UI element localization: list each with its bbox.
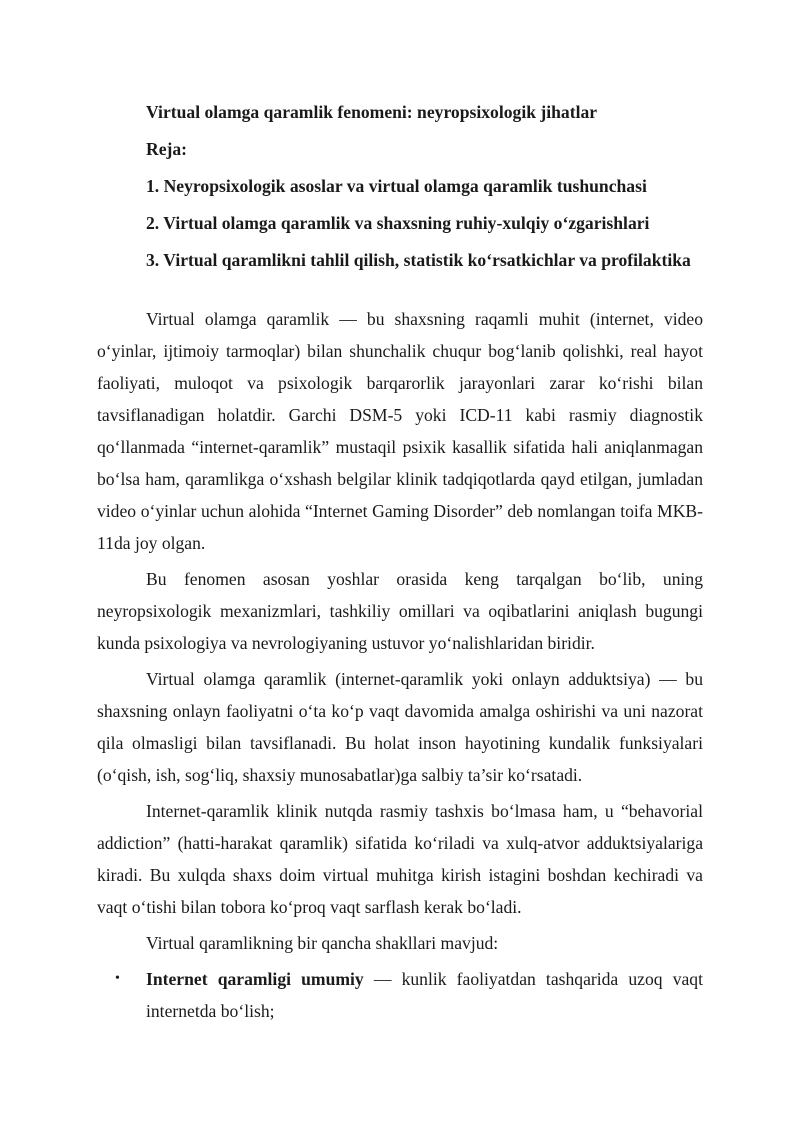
body-paragraph-2: Bu fenomen asosan yoshlar orasida keng tarqalgan bo‘lib, uning neyropsixologik mexanizmlari, tashkiliy omillari va oqibatlarini aniqlash bugungi kunda psixologiya va nevrologiyaning ustuvor yo‘nalishlaridan biridir.: [97, 569, 703, 653]
document-title: Virtual olamga qaramlik fenomeni: neyropsixologik jihatlar: [146, 102, 598, 122]
section-spacer: [97, 281, 703, 303]
body-paragraph-4: Internet-qaramlik klinik nutqda rasmiy tashxis bo‘lmasa ham, u “behavorial addiction” (hatti-harakat qaramlik) sifatida ko‘riladi va xulq-atvor adduktsiyalariga kiradi. Bu xulqda shaxs doim virtual muhitga kirish istagini boshdan kechiradi va vaqt o‘tishi bilan tobora ko‘proq vaqt sarflash kerak bo‘ladi.: [97, 801, 703, 917]
plan-item-3: 3. Virtual qaramlikni tahlil qilish, statistik ko‘rsatkichlar va profilaktika: [146, 250, 691, 270]
plan-item-2: 2. Virtual olamga qaramlik va shaxsning ruhiy-xulqiy o‘zgarishlari: [146, 213, 650, 233]
plan-item-1: 1. Neyropsixologik asoslar va virtual olamga qaramlik tushunchasi: [146, 176, 647, 196]
body-paragraph-1: Virtual olamga qaramlik — bu shaxsning raqamli muhit (internet, video o‘yinlar, ijtimoiy tarmoqlar) bilan shunchalik chuqur bog‘lanib qolishki, real hayot faoliyati, muloqot va psixologik barqarorlik jarayonlari zarar ko‘rishi bilan tavsiflanadigan holatdir. Garchi DSM-5 yoki ICD-11 kabi rasmiy diagnostik qo‘llanmada “internet-qaramlik” mustaqil psixik kasallik sifatida hali aniqlanmagan bo‘lsa ham, qaramlikga o‘xshash belgilar klinik tadqiqotlarda qayd etilgan, jumladan video o‘yinlar uchun alohida “Internet Gaming Disorder” deb nomlangan toifa MKB-11da joy olgan.: [97, 309, 703, 553]
list-item-term: Internet qaramligi umumiy: [146, 969, 364, 989]
bullet-icon: •: [115, 971, 120, 986]
forms-list: [97, 963, 703, 1027]
body-paragraph-5: Virtual qaramlikning bir qancha shakllari mavjud:: [146, 933, 499, 953]
body-paragraph-3: Virtual olamga qaramlik (internet-qaramlik yoki onlayn adduktsiya) — bu shaxsning onlayn faoliyatni o‘ta ko‘p vaqt davomida amalga oshirishi va uni nazorat qila olmasligi bilan tavsiflanadi. Bu holat inson hayotining kundalik funksiyalari (o‘qish, ish, sog‘liq, shaxsiy munosabatlar)ga salbiy ta’sir ko‘rsatadi.: [97, 669, 703, 785]
plan-label: Reja:: [146, 139, 188, 159]
list-item: [97, 963, 703, 1027]
document-page: [97, 96, 703, 1027]
list-item-text: — kunlik faoliyatdan tashqarida uzoq vaqt internetda bo‘lish;: [146, 969, 703, 1021]
